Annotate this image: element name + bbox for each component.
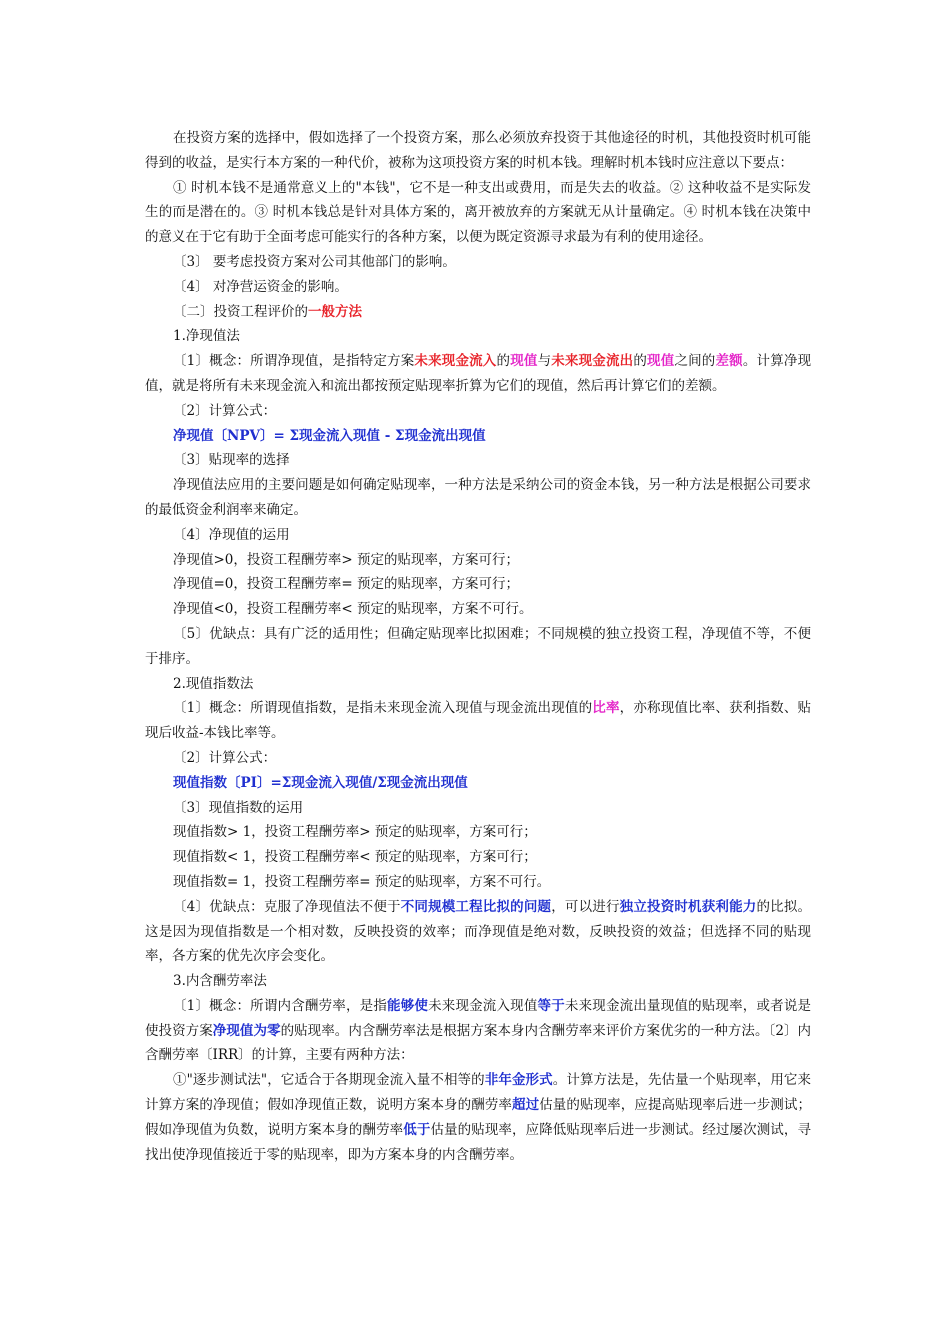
paragraph [145,349,811,399]
paragraph [145,969,811,994]
highlighted-text: 净现值为零 [212,1022,281,1039]
paragraph [145,324,811,349]
paragraph [145,597,811,622]
text-run: 现值指数= 1，投资工程酬劳率= 预定的贴现率，方案不可行。 [173,873,551,890]
text-run: 3.内含酬劳率法 [173,973,267,990]
document-body [145,126,811,1167]
text-run: 〔二〕投资工程评价的 [173,303,308,320]
paragraph [145,870,811,895]
text-run: 〔5〕优缺点：具有广泛的适用性；但确定贴现率比拟困难；不同规模的独立投资工程，净现值不等，不便于排序。 [145,625,811,667]
paragraph [145,994,811,1068]
text-run: ① 时机本钱不是通常意义上的"本钱"，它不是一种支出或费用，而是失去的收益。② 这种收益不是实际发生的而是潜在的。③ 时机本钱总是针对具体方案的，离开被放弃的方案就无从计量确定。④ 时机本钱在决策中的意义在于它有助于全面考虑可能实行的各种方案，以便为既定资源寻求最为有利的使用途径。 [145,179,811,246]
highlighted-text: 比率 [592,700,620,717]
highlighted-text: 现值 [510,353,538,370]
text-run: 与 [537,353,552,370]
text-run: ，可以进行 [551,898,620,915]
text-run: 1.净现值法 [173,328,240,345]
text-run: 净现值>0，投资工程酬劳率> 预定的贴现率，方案可行； [173,551,520,568]
paragraph [145,548,811,573]
text-run: 净现值=0，投资工程酬劳率= 预定的贴现率，方案可行； [173,576,520,593]
highlighted-text: 能够使 [387,997,429,1014]
text-run: 〔4〕净现值的运用 [173,526,290,543]
paragraph [145,473,811,523]
paragraph [145,746,811,771]
highlighted-text: 等于 [537,997,565,1014]
highlighted-text: 现值指数〔PI〕=Σ现金流入现值/Σ现金流出现值 [173,774,468,791]
paragraph [145,572,811,597]
text-run: 估量的贴现率，应降低贴现率后进一步测试。经过屡次测试，寻找出使净现值接近于零的贴现率，即为方案本身的内含酬劳率。 [145,1121,811,1163]
text-run: 〔3〕 要考虑投资方案对公司其他部门的影响。 [173,253,456,270]
text-run: 未来现金流出量现值的贴现率，或者说是使投资方案 [145,997,812,1039]
paragraph [145,250,811,275]
paragraph [145,895,811,969]
text-run: 的 [496,353,511,370]
text-run: 的 [633,353,648,370]
highlighted-text: 独立投资时机获利能力 [619,898,757,915]
text-run: 〔3〕贴现率的选择 [173,452,290,469]
text-run: 〔4〕 对净营运资金的影响。 [173,278,348,295]
text-run: 的比拟。这是因为现值指数是一个相对数，反映投资的效率；而净现值是绝对数，反映投资的效益；但选择不同的贴现率，各方案的优先次序会变化。 [145,898,812,965]
paragraph [145,523,811,548]
paragraph [145,448,811,473]
paragraph [145,300,811,325]
paragraph [145,771,811,796]
highlighted-text: 现值 [647,353,675,370]
text-run: 之间的 [674,353,716,370]
text-run: 净现值<0，投资工程酬劳率< 预定的贴现率，方案不可行。 [173,601,533,618]
text-run: 2.现值指数法 [173,675,254,692]
paragraph [145,696,811,746]
paragraph [145,399,811,424]
highlighted-text: 非年金形式 [484,1072,553,1089]
highlighted-text: 低于 [403,1121,431,1138]
highlighted-text: 超过 [512,1097,540,1114]
text-run: 〔2〕计算公式： [173,749,277,766]
text-run: 现值指数> 1，投资工程酬劳率> 预定的贴现率，方案可行； [173,824,537,841]
highlighted-text: 一般方法 [308,303,362,320]
text-run: 估量的贴现率，应提高贴现率后进一步测试；假如净现值为负数，说明方案本身的酬劳率 [145,1097,811,1138]
text-run: 〔1〕概念：所谓净现值，是指特定方案 [173,353,415,370]
text-run: 的贴现率。内含酬劳率法是根据方案本身内含酬劳率来评价方案优劣的一种方法。〔2〕内含酬劳率〔IRR〕的计算，主要有两种方法： [145,1022,812,1064]
paragraph [145,672,811,697]
text-run: 〔1〕概念：所谓现值指数，是指未来现金流入现值与现金流出现值的 [173,700,593,717]
highlighted-text: 净现值〔NPV〕= Σ现金流入现值 - Σ现金流出现值 [173,427,486,444]
text-run: ，亦称现值比率、获利指数、贴现后收益-本钱比率等。 [145,700,812,742]
paragraph [145,424,811,449]
highlighted-text: 未来现金流出 [551,353,634,370]
paragraph [145,176,811,250]
text-run: 〔1〕概念：所谓内含酬劳率，是指 [173,997,388,1014]
text-run: 净现值法应用的主要问题是如何确定贴现率，一种方法是采纳公司的资金本钱，另一种方法是根据公司要求的最低资金利润率来确定。 [145,477,811,518]
text-run: 〔3〕现值指数的运用 [173,799,304,816]
highlighted-text: 不同规模工程比拟的问题 [400,898,552,915]
text-run: 在投资方案的选择中，假如选择了一个投资方案，那么必须放弃投资于其他途径的时机，其他投资时机可能得到的收益，是实行本方案的一种代价，被称为这项投资方案的时机本钱。理解时机本钱时应注意以下要点： [145,130,811,171]
paragraph [145,796,811,821]
highlighted-text: 未来现金流入 [414,353,497,370]
paragraph [145,845,811,870]
highlighted-text: 差额 [715,353,743,370]
paragraph [145,1068,811,1167]
paragraph [145,622,811,672]
text-run: 未来现金流入现值 [428,997,538,1014]
text-run: 〔2〕计算公式： [173,402,277,419]
text-run: 〔4〕优缺点：克服了净现值法不便于 [173,898,401,915]
text-run: 。计算净现值，就是将所有未来现金流入和流出都按预定贴现率折算为它们的现值，然后再计算它们的差额。 [145,353,812,394]
paragraph [145,820,811,845]
paragraph [145,275,811,300]
text-run: 。计算方法是，先估量一个贴现率，用它来计算方案的净现值；假如净现值正数，说明方案本身的酬劳率 [145,1072,812,1114]
text-run: ①"逐步测试法"，它适合于各期现金流入量不相等的 [173,1072,485,1089]
paragraph [145,126,811,176]
text-run: 现值指数< 1，投资工程酬劳率< 预定的贴现率，方案可行； [173,849,537,866]
